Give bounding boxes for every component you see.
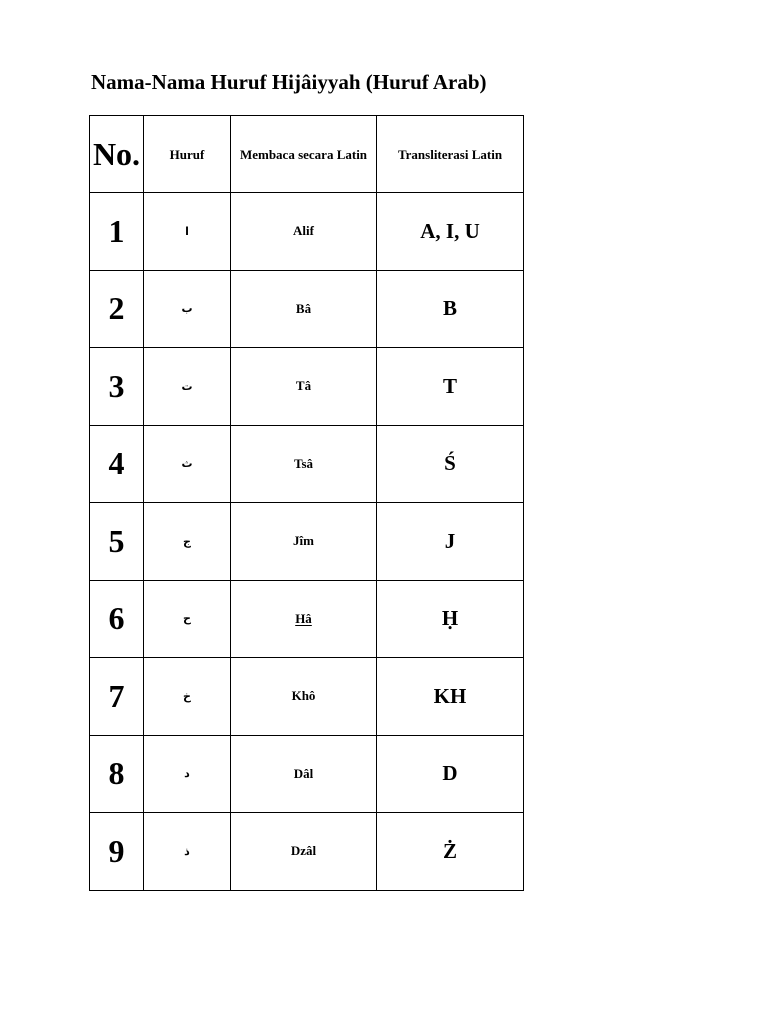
- cell-membaca: Tâ: [231, 348, 377, 426]
- table-row: [90, 580, 524, 658]
- cell-membaca: Dâl: [231, 735, 377, 813]
- cell-membaca: Alif: [231, 193, 377, 271]
- cell-transliterasi: A, I, U: [377, 193, 524, 271]
- cell-huruf: خ: [144, 658, 231, 736]
- header-membaca: Membaca secara Latin: [231, 116, 377, 193]
- cell-no: 6: [90, 580, 144, 658]
- cell-no: 5: [90, 503, 144, 581]
- table-header-row: [90, 116, 524, 193]
- cell-huruf: ح: [144, 580, 231, 658]
- cell-membaca: Tsâ: [231, 425, 377, 503]
- huruf-table: [89, 115, 524, 891]
- cell-no: 4: [90, 425, 144, 503]
- cell-transliterasi: T: [377, 348, 524, 426]
- cell-no: 3: [90, 348, 144, 426]
- cell-huruf: ث: [144, 425, 231, 503]
- cell-membaca: Dzâl: [231, 813, 377, 891]
- page-title: Nama-Nama Huruf Hijâiyyah (Huruf Arab): [91, 70, 487, 94]
- table-row: [90, 813, 524, 891]
- table-row: [90, 658, 524, 736]
- cell-transliterasi: Ḥ: [377, 580, 524, 658]
- header-transliterasi: Transliterasi Latin: [377, 116, 524, 193]
- table-row: [90, 735, 524, 813]
- cell-transliterasi: J: [377, 503, 524, 581]
- cell-membaca: Jîm: [231, 503, 377, 581]
- cell-membaca: Khô: [231, 658, 377, 736]
- cell-membaca: [231, 580, 377, 658]
- cell-huruf: ب: [144, 270, 231, 348]
- header-huruf: Huruf: [144, 116, 231, 193]
- cell-no: 2: [90, 270, 144, 348]
- cell-transliterasi: B: [377, 270, 524, 348]
- table-row: [90, 348, 524, 426]
- membaca-text: Hâ: [295, 610, 312, 626]
- cell-no: 7: [90, 658, 144, 736]
- header-no: No.: [90, 116, 144, 193]
- cell-no: 1: [90, 193, 144, 271]
- cell-no: 9: [90, 813, 144, 891]
- cell-transliterasi: Ś: [377, 425, 524, 503]
- cell-huruf: د: [144, 735, 231, 813]
- cell-huruf: ج: [144, 503, 231, 581]
- cell-transliterasi: KH: [377, 658, 524, 736]
- cell-transliterasi: Ż: [377, 813, 524, 891]
- cell-huruf: ت: [144, 348, 231, 426]
- table-row: [90, 270, 524, 348]
- table-row: [90, 503, 524, 581]
- cell-huruf: ذ: [144, 813, 231, 891]
- cell-huruf: ا: [144, 193, 231, 271]
- table-row: [90, 193, 524, 271]
- cell-no: 8: [90, 735, 144, 813]
- cell-transliterasi: D: [377, 735, 524, 813]
- table-row: [90, 425, 524, 503]
- cell-membaca: Bâ: [231, 270, 377, 348]
